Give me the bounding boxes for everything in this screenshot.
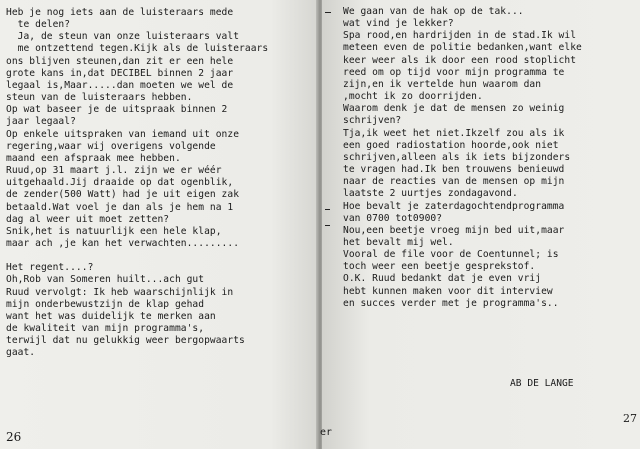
right-page-text-line: laatste 2 uurtjes zondagavond. <box>343 188 518 200</box>
right-page-text-line: meteen even de politie bedanken,want elke <box>343 42 582 54</box>
left-page-text-line: Het regent....? <box>6 262 94 274</box>
left-page-text-line: regering,waar wij overigens volgende <box>6 140 216 152</box>
left-page-text-line: grote kans in,dat DECIBEL binnen 2 jaar <box>6 67 234 79</box>
right-page-text-line: te vragen had.Ik ben trouwens benieuwd <box>343 164 565 176</box>
right-page-text-line: ,mocht ik zo doorrijden. <box>343 91 483 103</box>
right-page-text-line: Waarom denk je dat de mensen zo weinig <box>343 103 565 115</box>
right-page-text-line: We gaan van de hak op de tak... <box>343 6 524 17</box>
left-page-text-line: Oh,Rob van Someren huilt...ach gut <box>6 274 205 286</box>
left-page-text-line: te delen? <box>6 19 71 31</box>
right-page <box>322 0 640 449</box>
right-page-text-line: hebt kunnen maken voor dit interview <box>343 285 553 297</box>
right-page-text-line: keer weer als ik door een rood stoplicht <box>343 54 577 66</box>
left-page-text-line: gaat. <box>6 347 36 359</box>
right-page-text-line: schrijven,alleen als ik iets bijzonders <box>343 151 571 163</box>
left-page-text-line: Snik,het is natuurlijk een hele klap, <box>6 225 222 237</box>
right-page-text-line: Hoe bevalt je zaterdagochtendprogramma <box>343 200 565 212</box>
gutter-text-fragment: er <box>320 427 333 438</box>
right-page-text-line: het bevalt mij wel. <box>343 236 454 248</box>
left-page-text-line: Op enkele uitspraken van iemand uit onze <box>6 128 240 140</box>
left-page-text-line: Ruud vervolgt: Ik heb waarschijnlijk in <box>6 286 234 298</box>
right-page-text-line: schrijven? <box>343 115 402 127</box>
right-page-text-line: van 0700 tot0900? <box>343 212 443 224</box>
left-page-text-line: maar ach ,je kan het verwachten......... <box>6 237 240 249</box>
left-page-text-line: me ontzettend tegen.Kijk als de luisteraars <box>6 43 269 55</box>
left-page-text-line: de zender(500 Watt) had je uit eigen zak <box>6 189 240 201</box>
right-page-text-line: zijn,en ik vertelde hun waarom dan <box>343 78 542 90</box>
left-page-text-line: dag al weer uit moet zetten? <box>6 213 170 225</box>
left-page <box>0 0 318 449</box>
left-page-text-line: betaald.Wat voel je dan als je hem na 1 <box>6 201 234 213</box>
left-page-text-line: want het was duidelijk te merken aan <box>6 310 216 322</box>
right-page-text-line: reed om op tijd voor mijn programma te <box>343 66 565 78</box>
right-page-text-line: en succes verder met je programma's.. <box>343 297 559 309</box>
left-page-text-line: de kwaliteit van mijn programma's, <box>6 323 205 335</box>
right-page-text-line: O.K. Ruud bedankt dat je even vrij <box>343 273 542 285</box>
right-page-text-line: Spa rood,en hardrijden in de stad.Ik wil <box>343 30 577 42</box>
right-page-text-line: Nou,een beetje vroeg mijn bed uit,maar <box>343 224 565 236</box>
left-page-text-line: Ja, de steun van onze luisteraars valt <box>6 31 240 43</box>
left-page-text-line: terwijl dat nu gelukkig weer bergopwaarts <box>6 335 245 347</box>
right-page-number: 27 <box>623 412 637 425</box>
left-page-text-line: Op wat baseer je de uitspraak binnen 2 <box>6 104 228 116</box>
left-page-text-line: legaal is,Maar.....dan moeten we wel de <box>6 79 234 91</box>
left-page-text <box>6 7 268 360</box>
left-page-text-line <box>6 250 268 262</box>
right-page-text-line: een goed radiostation hoorde,ook niet <box>343 139 559 151</box>
margin-mark <box>325 225 330 226</box>
right-page-text-line: Vooral de file voor de Coentunnel; is <box>343 249 559 261</box>
right-page-text-line: wat vind je lekker? <box>343 18 454 30</box>
right-page-text-line: naar de reacties van de mensen op mijn <box>343 176 565 188</box>
left-page-text-line: uitgehaald.Jij draaide op dat ogenblik, <box>6 177 234 189</box>
right-page-text <box>343 6 582 310</box>
left-page-text-line: Heb je nog iets aan de luisteraars mede <box>6 7 234 18</box>
left-page-text-line: mijn onderbewustzijn de klap gehad <box>6 298 205 310</box>
left-page-text-line: jaar legaal? <box>6 116 76 128</box>
left-page-text-line: maand een afspraak mee hebben. <box>6 152 181 164</box>
left-page-text-line: Ruud,op 31 maart j.l. zijn we er wéér <box>6 165 222 177</box>
left-page-text-line: ons blijven steunen,dan zit er een hele <box>6 55 234 67</box>
right-page-text-line: Tja,ik weet het niet.Ikzelf zou als ik <box>343 127 565 139</box>
margin-mark <box>325 12 331 13</box>
author-signature: AB DE LANGE <box>510 378 574 389</box>
right-page-text-line: toch weer een beetje gesprekstof. <box>343 261 536 273</box>
left-page-text-line: steun van de luisteraars hebben. <box>6 92 193 104</box>
left-page-number: 26 <box>6 430 22 444</box>
margin-mark <box>325 209 330 210</box>
